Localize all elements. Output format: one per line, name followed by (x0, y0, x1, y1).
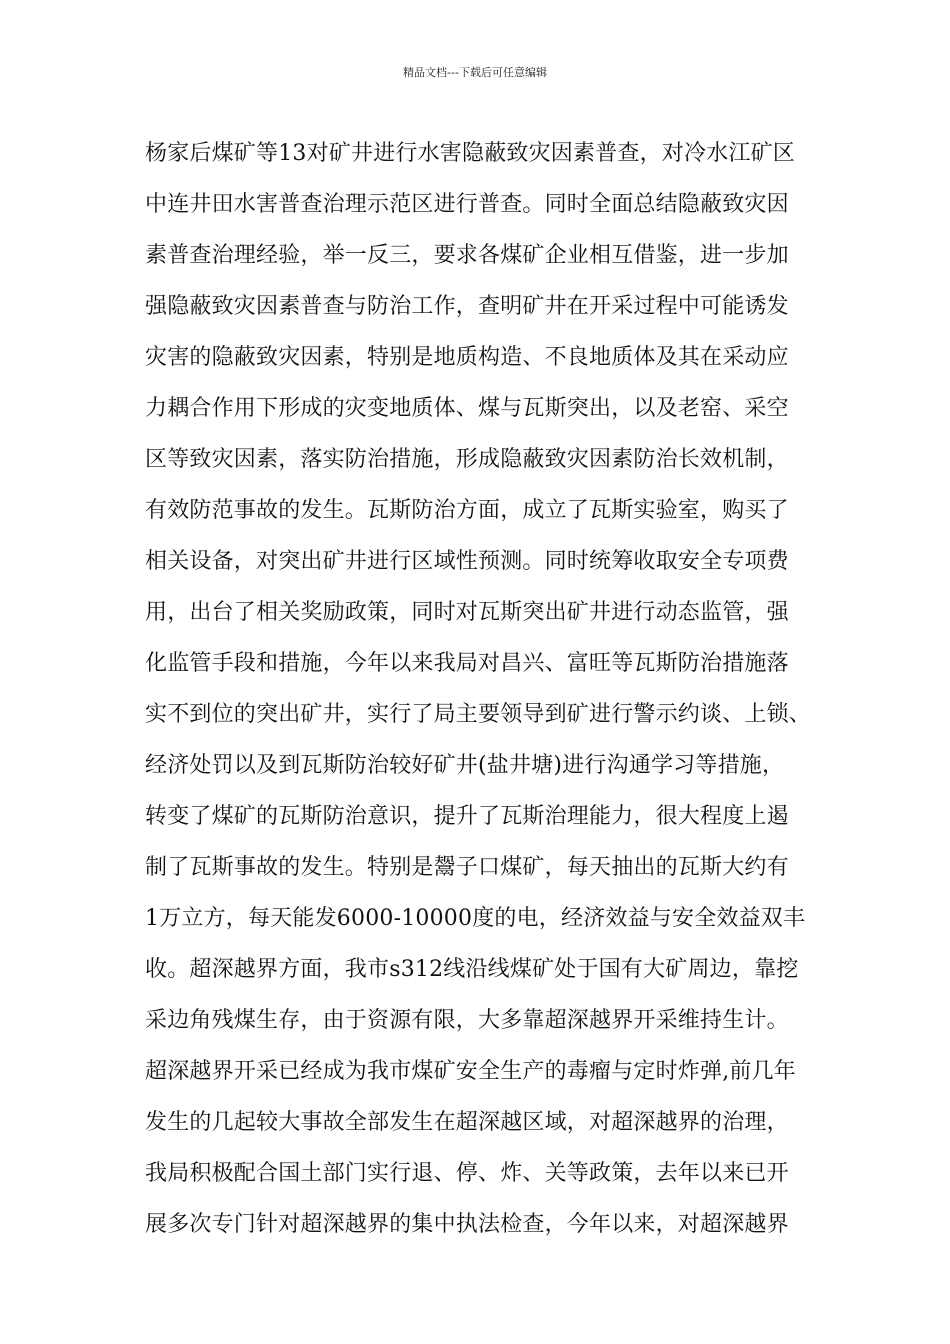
text-line: 灾害的隐蔽致灾因素，特别是地质构造、不良地质体及其在采动应 (145, 345, 789, 370)
text-line: 制了瓦斯事故的发生。特别是鬶子口煤矿，每天抽出的瓦斯大约有 (145, 855, 789, 880)
text-line: 我局积极配合国土部门实行退、停、炸、关等政策，去年以来已开 (145, 1161, 789, 1186)
text-line: 区等致灾因素，落实防治措施，形成隐蔽致灾因素防治长效机制， (145, 447, 789, 472)
text-line: 化监管手段和措施，今年以来我局对昌兴、富旺等瓦斯防治措施落 (145, 651, 789, 676)
document-body (145, 128, 825, 1250)
text-line: 经济处罚以及到瓦斯防治较好矿井(盐井塘)进行沟通学习等措施， (145, 753, 785, 778)
text-line: 1万立方，每天能发6000-10000度的电，经济效益与安全效益双丰 (145, 906, 806, 931)
text-line: 中连井田水害普查治理示范区进行普查。同时全面总结隐蔽致灾因 (145, 192, 789, 217)
page-header: 精品文档---下载后可任意编辑 (403, 66, 547, 79)
text-line: 用，出台了相关奖励政策，同时对瓦斯突出矿井进行动态监管，强 (145, 600, 789, 625)
text-line: 有效防范事故的发生。瓦斯防治方面，成立了瓦斯实验室，购买了 (145, 498, 789, 523)
text-line: 杨家后煤矿等13对矿井进行水害隐蔽致灾因素普查，对冷水江矿区 (145, 141, 795, 166)
text-line: 采边角残煤生存，由于资源有限，大多靠超深越界开采维持生计。 (145, 1008, 789, 1033)
text-line: 素普查治理经验，举一反三，要求各煤矿企业相互借鉴，进一步加 (145, 243, 789, 268)
text-line: 相关设备，对突出矿井进行区域性预测。同时统筹收取安全专项费 (145, 549, 789, 574)
text-line: 强隐蔽致灾因素普查与防治工作，查明矿井在开采过程中可能诱发 (145, 294, 789, 319)
text-line: 展多次专门针对超深越界的集中执法检查，今年以来，对超深越界 (145, 1212, 789, 1237)
text-line: 实不到位的突出矿井，实行了局主要领导到矿进行警示约谈、上锁、 (145, 702, 812, 727)
text-line: 转变了煤矿的瓦斯防治意识，提升了瓦斯治理能力，很大程度上遏 (145, 804, 789, 829)
text-line: 力耦合作用下形成的灾变地质体、煤与瓦斯突出，以及老窑、采空 (145, 396, 789, 421)
text-line: 收。超深越界方面，我市s312线沿线煤矿处于国有大矿周边，靠挖 (145, 957, 799, 982)
text-line: 超深越界开采已经成为我市煤矿安全生产的毒瘤与定时炸弹,前几年 (145, 1059, 796, 1084)
text-line: 发生的几起较大事故全部发生在超深越区域，对超深越界的治理， (145, 1110, 789, 1135)
